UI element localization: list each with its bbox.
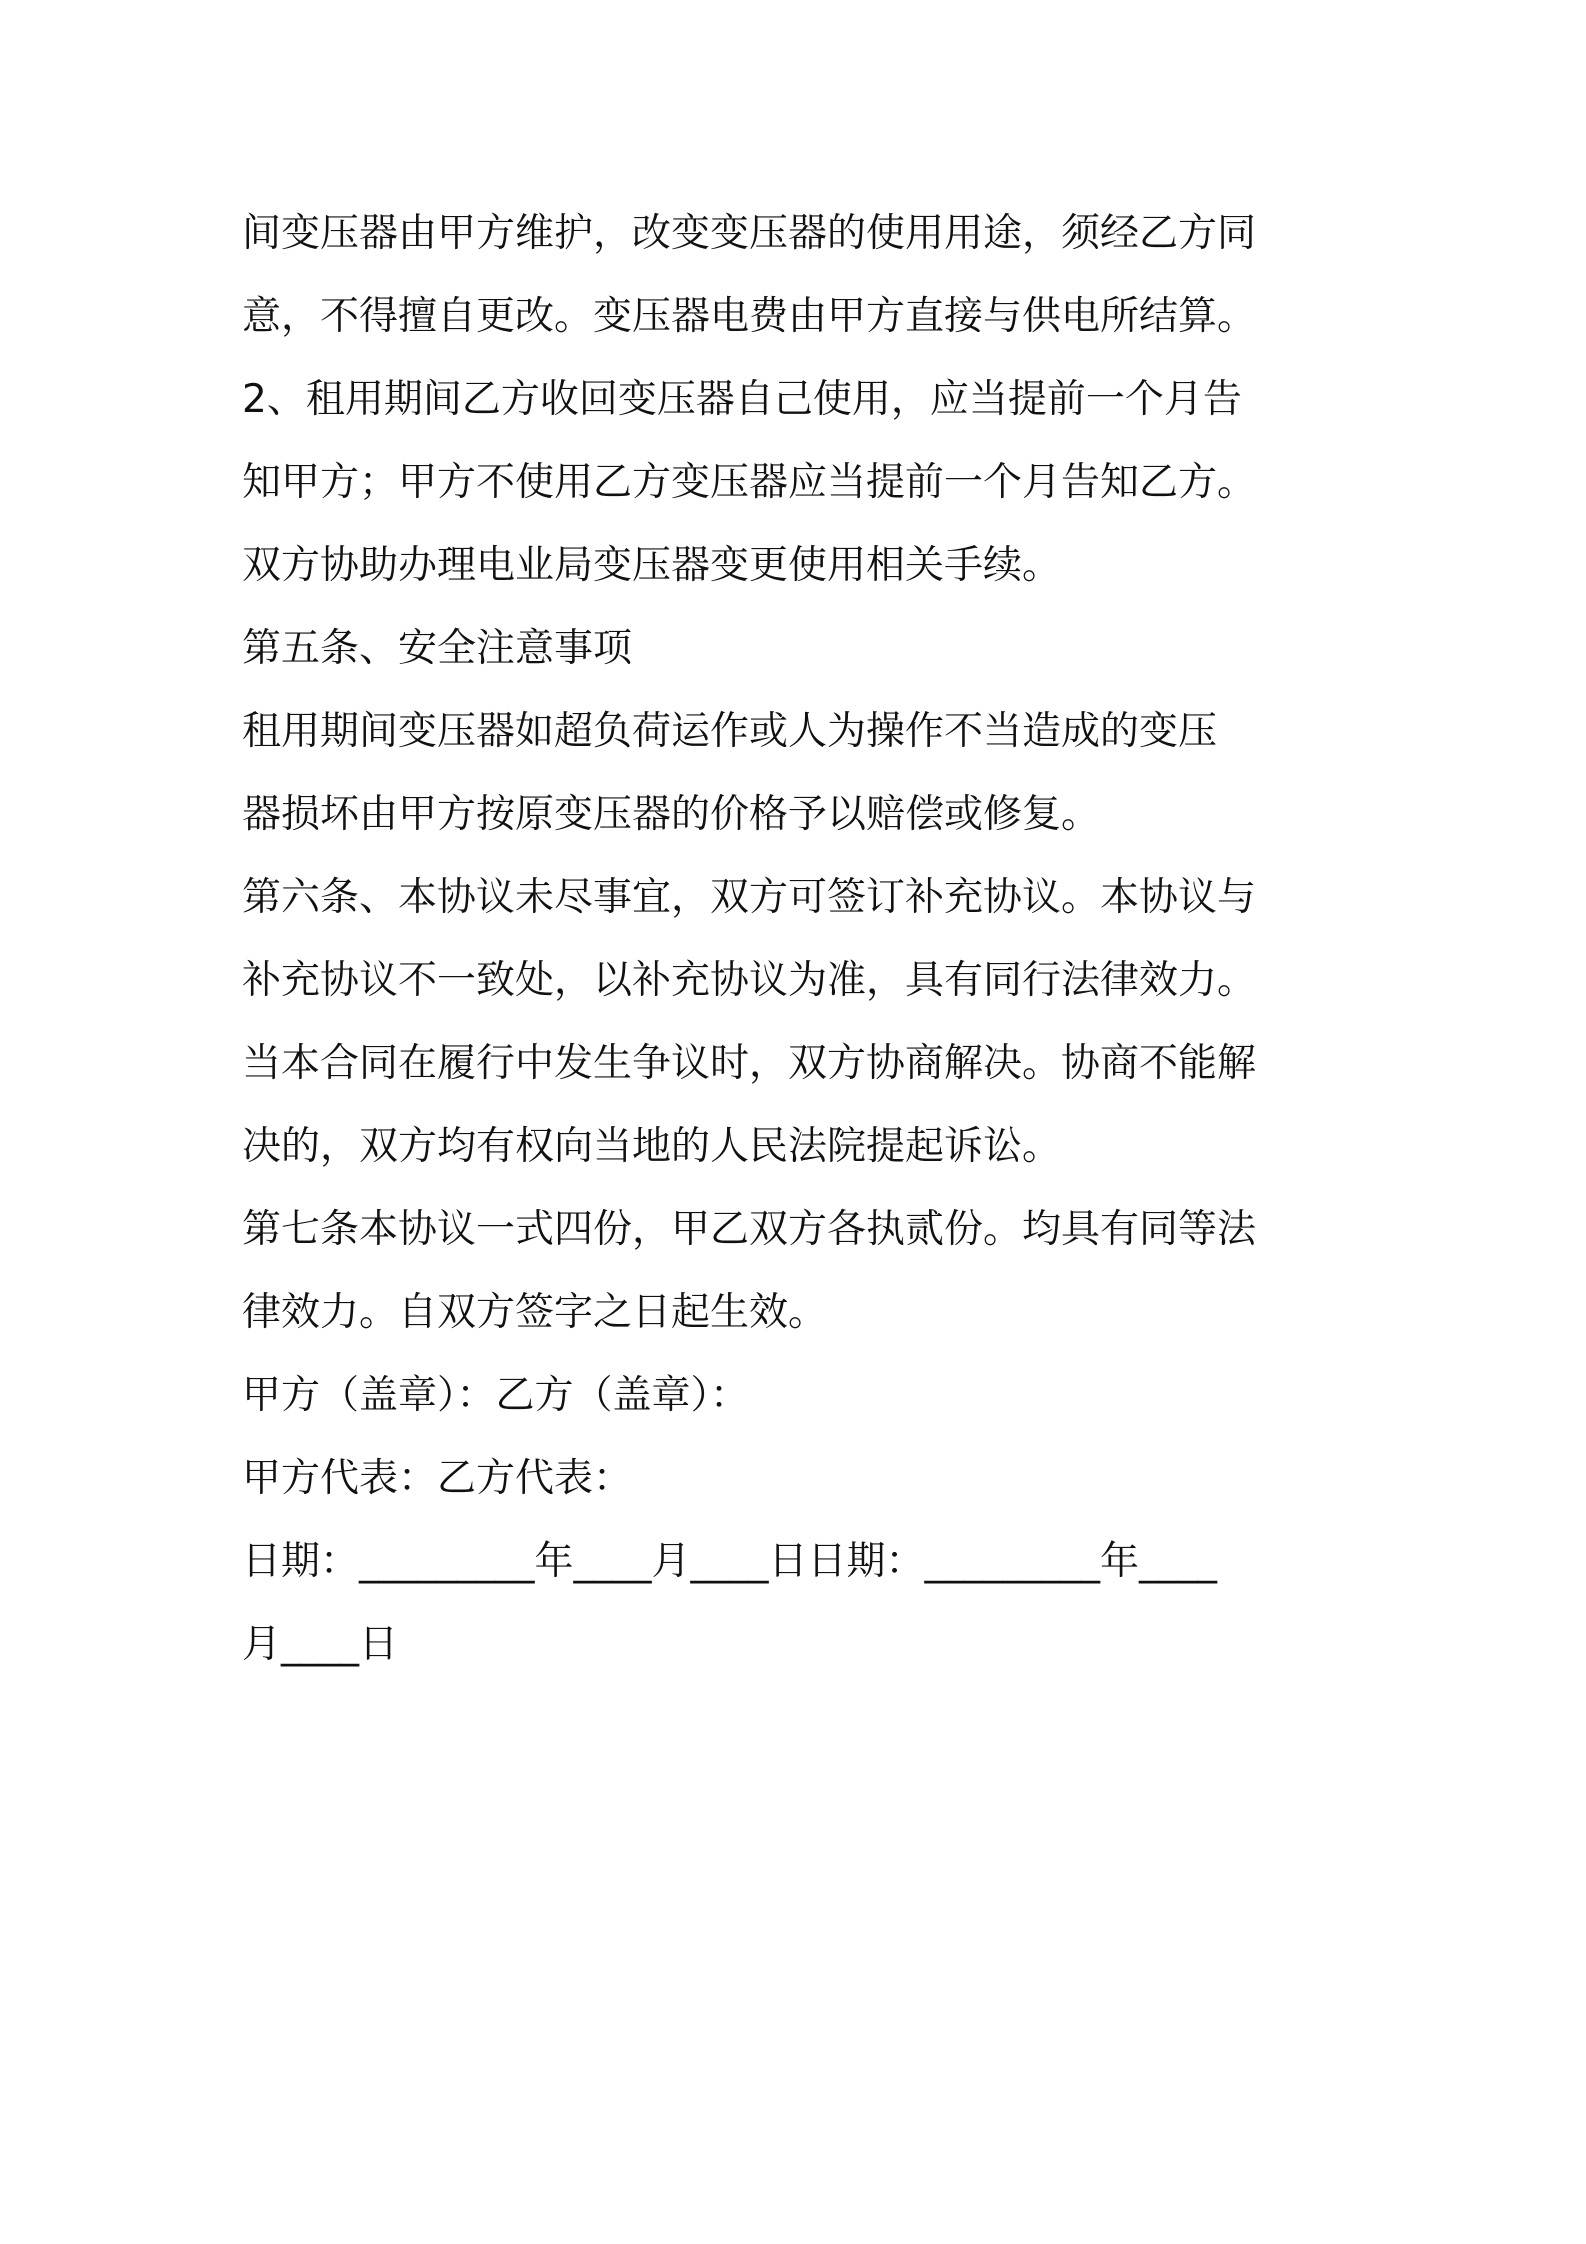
date-line: 日期：_________年____月____日日期：_________年____ [242, 1539, 1218, 1584]
text-line: 当本合同在履行中发生争议时，双方协商解决。协商不能解 [242, 1041, 1257, 1086]
text-line: 补充协议不一致处，以补充协议为准，具有同行法律效力。 [242, 958, 1257, 1003]
text-line: 知甲方；甲方不使用乙方变压器应当提前一个月告知乙方。 [242, 460, 1257, 505]
text-line: 双方协助办理电业局变压器变更使用相关手续。 [242, 543, 1062, 588]
date-line-continued: 月____日 [242, 1622, 399, 1667]
section-heading-article-5: 第五条、安全注意事项 [242, 626, 633, 671]
text-line: 2、租用期间乙方收回变压器自己使用，应当提前一个月告 [242, 377, 1242, 422]
document-body [242, 192, 1362, 1686]
text-line: 租用期间变压器如超负荷运作或人为操作不当造成的变压 [242, 709, 1218, 754]
signature-seal-line: 甲方（盖章）：乙方（盖章）： [242, 1373, 750, 1418]
text-line: 决的，双方均有权向当地的人民法院提起诉讼。 [242, 1124, 1062, 1169]
text-line: 器损坏由甲方按原变压器的价格予以赔偿或修复。 [242, 792, 1101, 837]
representative-line: 甲方代表：乙方代表： [242, 1456, 633, 1501]
text-line: 意，不得擅自更改。变压器电费由甲方直接与供电所结算。 [242, 294, 1257, 339]
text-line: 间变压器由甲方维护，改变变压器的使用用途，须经乙方同 [242, 211, 1257, 256]
text-line: 第六条、本协议未尽事宜，双方可签订补充协议。本协议与 [242, 875, 1257, 920]
text-line: 律效力。自双方签字之日起生效。 [242, 1290, 828, 1335]
text-line: 第七条本协议一式四份，甲乙双方各执贰份。均具有同等法 [242, 1207, 1257, 1252]
